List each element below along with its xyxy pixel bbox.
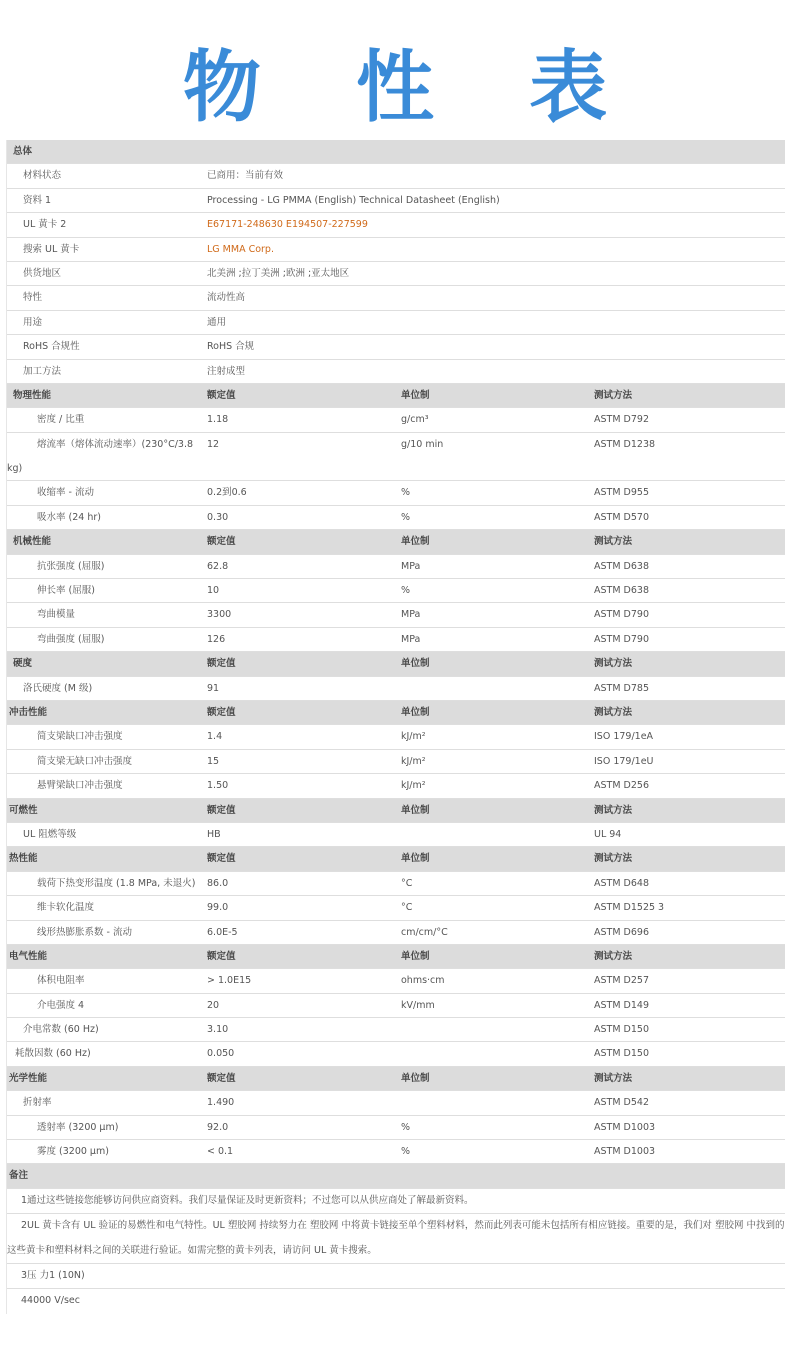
- row-method: ASTM D792: [594, 414, 649, 426]
- note-item: 1通过这些链接您能够访问供应商资料。我们尽量保证及时更新资料；不过您可以从供应商处了解最新资料。: [7, 1189, 785, 1214]
- col-header-unit: 单位制: [401, 536, 430, 548]
- row-label: 搜索 UL 黄卡: [23, 243, 80, 255]
- table-row: [7, 872, 785, 896]
- section-heading: 机械性能: [13, 536, 52, 548]
- row-label: 供货地区: [23, 267, 62, 279]
- col-header-unit: 单位制: [401, 707, 430, 718]
- note-item: 44000 V/sec: [21, 1295, 80, 1307]
- row-method: ASTM D150: [594, 1048, 649, 1060]
- row-unit: kJ/m²: [401, 731, 426, 743]
- row-label: 资料 1: [23, 194, 52, 206]
- row-unit: kV/mm: [401, 999, 435, 1011]
- row-label: 材料状态: [23, 170, 62, 182]
- row-label: 雾度 (3200 µm): [37, 1146, 109, 1158]
- table-row: [7, 189, 785, 213]
- section-header-optical: [7, 1067, 785, 1091]
- row-label: UL 阻燃等级: [23, 828, 77, 840]
- row-value: 3300: [207, 609, 232, 621]
- col-header-method: 测试方法: [594, 950, 633, 962]
- row-method: ASTM D570: [594, 511, 649, 523]
- row-value: 1.490: [207, 1097, 235, 1109]
- table-row: [7, 433, 785, 482]
- col-header-method: 测试方法: [594, 658, 633, 670]
- datasheet-table: [6, 140, 785, 1314]
- table-row: [7, 213, 785, 237]
- col-header-unit: 单位制: [401, 853, 430, 865]
- table-row: [7, 774, 785, 798]
- section-heading: 冲击性能: [9, 707, 48, 718]
- table-row: [7, 1140, 785, 1164]
- row-label: 简支梁缺口冲击强度: [37, 731, 123, 743]
- col-header-unit: 单位制: [401, 1072, 430, 1084]
- row-value: RoHS 合规: [207, 341, 255, 353]
- table-row: [7, 262, 785, 286]
- row-method: ASTM D257: [594, 975, 649, 987]
- table-row: [7, 994, 785, 1018]
- row-method: ASTM D1238: [594, 438, 656, 450]
- row-method: ASTM D790: [594, 633, 649, 645]
- col-header-value: 额定值: [207, 1072, 236, 1084]
- table-row: [7, 969, 785, 993]
- section-heading: 备注: [9, 1170, 29, 1182]
- row-value: < 0.1: [207, 1146, 234, 1158]
- row-unit: kJ/m²: [401, 780, 426, 792]
- section-header-notes: [7, 1164, 785, 1188]
- table-row: [7, 603, 785, 627]
- row-label: 介电常数 (60 Hz): [23, 1024, 99, 1036]
- section-heading: 总体: [13, 146, 33, 157]
- row-value: 15: [207, 755, 220, 767]
- row-value: 通用: [207, 316, 227, 328]
- col-header-value: 额定值: [207, 389, 236, 401]
- note-item: 2UL 黄卡含有 UL 验证的易燃性和电气特性。UL 塑胶网 持续努力在 塑胶网 中将黄卡链接至单个塑料材料，然而此列表可能未包括所有相应链接。重要的是，我们对 塑胶网 中找到的这些黄卡和塑料材料之间的关联进行验证。如需完整的黄卡列表，请访问 UL 黄卡搜索。: [7, 1214, 785, 1264]
- section-heading: 热性能: [9, 853, 38, 865]
- row-label: 伸长率 (屈服): [37, 585, 95, 597]
- row-method: ASTM D638: [594, 560, 649, 572]
- col-header-value: 额定值: [207, 658, 236, 670]
- row-label: 熔流率（熔体流动速率）(230°C/3.8 kg): [7, 438, 194, 475]
- table-row: [7, 360, 785, 384]
- row-method: ASTM D790: [594, 609, 649, 621]
- section-heading: 硬度: [13, 658, 33, 670]
- row-method: ASTM D648: [594, 877, 649, 889]
- row-label: 密度 / 比重: [37, 414, 85, 426]
- col-header-unit: 单位制: [401, 950, 430, 962]
- table-row: [7, 823, 785, 847]
- row-unit: %: [401, 511, 411, 523]
- row-value: 1.50: [207, 780, 229, 792]
- table-row: [7, 579, 785, 603]
- row-value: 3.10: [207, 1024, 229, 1036]
- row-unit: MPa: [401, 633, 421, 645]
- row-method: ASTM D256: [594, 780, 649, 792]
- row-unit: MPa: [401, 609, 421, 621]
- row-label: 弯曲强度 (屈服): [37, 633, 105, 645]
- section-header-flammability: [7, 799, 785, 823]
- row-label: 介电强度 4: [37, 999, 85, 1011]
- row-label: 简支梁无缺口冲击强度: [37, 755, 133, 767]
- col-header-unit: 单位制: [401, 389, 430, 401]
- section-header-physical: [7, 384, 785, 408]
- datasheet-link[interactable]: Processing - LG PMMA (English) Technical Datasheet (English): [207, 194, 500, 206]
- table-row: [7, 1042, 785, 1066]
- row-label: 弯曲模量: [37, 609, 76, 621]
- row-label: RoHS 合规性: [23, 341, 80, 353]
- ul-yellow-card-link[interactable]: E67171-248630 E194507-227599: [207, 219, 368, 231]
- row-value: 0.30: [207, 511, 229, 523]
- page-title: 物 性 表: [182, 43, 642, 133]
- section-header-general: [7, 140, 785, 164]
- table-row: [7, 335, 785, 359]
- row-value: 注射成型: [207, 365, 246, 377]
- row-method: ISO 179/1eA: [594, 731, 654, 743]
- row-method: ASTM D1525 3: [594, 902, 665, 914]
- row-method: UL 94: [594, 828, 622, 840]
- row-label: 维卡软化温度: [37, 902, 95, 914]
- col-header-value: 额定值: [207, 536, 236, 548]
- table-row: [7, 506, 785, 530]
- row-value: > 1.0E15: [207, 975, 252, 987]
- table-row: [7, 555, 785, 579]
- row-label: 载荷下热变形温度 (1.8 MPa, 未退火): [37, 877, 196, 889]
- row-label: 加工方法: [23, 365, 62, 377]
- section-header-mechanical: [7, 530, 785, 554]
- row-unit: MPa: [401, 560, 421, 572]
- section-header-hardness: [7, 652, 785, 676]
- table-row: [7, 725, 785, 749]
- row-unit: %: [401, 585, 411, 597]
- row-value: 62.8: [207, 560, 229, 572]
- row-label: 体积电阻率: [37, 975, 85, 987]
- row-value: 北美洲 ;拉丁美洲 ;欧洲 ;亚太地区: [207, 267, 350, 279]
- row-method: ASTM D1003: [594, 1146, 656, 1158]
- row-unit: g/cm³: [401, 414, 429, 426]
- row-label: 耗散因数 (60 Hz): [15, 1048, 91, 1060]
- row-unit: cm/cm/°C: [401, 926, 448, 938]
- col-header-value: 额定值: [207, 707, 236, 718]
- section-heading: 物理性能: [13, 389, 52, 401]
- supplier-link[interactable]: LG MMA Corp.: [207, 243, 274, 255]
- row-value: 92.0: [207, 1121, 229, 1133]
- row-label: 用途: [23, 316, 43, 328]
- table-row: [7, 164, 785, 188]
- row-value: 6.0E-5: [207, 926, 238, 938]
- row-value: 1.18: [207, 414, 229, 426]
- row-value: 99.0: [207, 902, 229, 914]
- col-header-method: 测试方法: [594, 853, 633, 865]
- row-method: ISO 179/1eU: [594, 755, 654, 767]
- section-heading: 电气性能: [9, 950, 48, 962]
- row-value: 91: [207, 682, 220, 694]
- row-value: 86.0: [207, 877, 229, 889]
- row-method: ASTM D696: [594, 926, 649, 938]
- section-header-thermal: [7, 847, 785, 871]
- row-value: 1.4: [207, 731, 223, 743]
- table-row: [7, 481, 785, 505]
- row-unit: kJ/m²: [401, 755, 426, 767]
- row-method: ASTM D1003: [594, 1121, 656, 1133]
- col-header-method: 测试方法: [594, 1072, 633, 1084]
- row-value: HB: [207, 828, 221, 840]
- row-unit: %: [401, 1146, 411, 1158]
- col-header-method: 测试方法: [594, 804, 633, 816]
- note-item: 3压 力1 (10N): [7, 1264, 785, 1289]
- row-label: 透射率 (3200 µm): [37, 1121, 119, 1133]
- row-value: 流动性高: [207, 292, 246, 304]
- row-unit: g/10 min: [401, 438, 444, 450]
- col-header-value: 额定值: [207, 804, 236, 816]
- row-unit: ohms·cm: [401, 975, 445, 987]
- table-row: [7, 896, 785, 920]
- col-header-unit: 单位制: [401, 804, 430, 816]
- col-header-unit: 单位制: [401, 658, 430, 670]
- row-unit: %: [401, 487, 411, 499]
- section-header-impact: [7, 701, 785, 725]
- row-value: 10: [207, 585, 220, 597]
- table-row: [7, 408, 785, 432]
- table-row: [7, 1018, 785, 1042]
- table-row: [7, 286, 785, 310]
- table-row: [7, 921, 785, 945]
- section-header-electrical: [7, 945, 785, 969]
- table-row: [7, 628, 785, 652]
- row-method: ASTM D955: [594, 487, 649, 499]
- row-label: 特性: [23, 292, 43, 304]
- table-row: [7, 311, 785, 335]
- row-method: ASTM D785: [594, 682, 649, 694]
- row-value: 12: [207, 438, 220, 450]
- col-header-method: 测试方法: [594, 536, 633, 548]
- table-row: [7, 1091, 785, 1115]
- section-heading: 光学性能: [9, 1072, 48, 1084]
- row-label: UL 黄卡 2: [23, 219, 67, 231]
- row-method: ASTM D542: [594, 1097, 649, 1109]
- row-label: 收缩率 - 流动: [37, 487, 94, 499]
- row-label: 吸水率 (24 hr): [37, 511, 101, 523]
- row-method: ASTM D149: [594, 999, 649, 1011]
- row-value: 0.2到0.6: [207, 487, 247, 499]
- row-unit: °C: [401, 902, 413, 914]
- row-value: 126: [207, 633, 226, 645]
- row-method: ASTM D638: [594, 585, 649, 597]
- col-header-method: 测试方法: [594, 707, 633, 718]
- table-row: [7, 238, 785, 262]
- col-header-value: 额定值: [207, 853, 236, 865]
- table-row: [7, 677, 785, 701]
- table-row: [7, 1116, 785, 1140]
- col-header-value: 额定值: [207, 950, 236, 962]
- row-unit: °C: [401, 877, 413, 889]
- row-label: 抗张强度 (屈服): [37, 560, 105, 572]
- row-value: 已商用：当前有效: [207, 170, 284, 182]
- row-unit: %: [401, 1121, 411, 1133]
- row-label: 线形热膨胀系数 - 流动: [37, 926, 132, 938]
- col-header-method: 测试方法: [594, 389, 633, 401]
- row-method: ASTM D150: [594, 1024, 649, 1036]
- row-value: 20: [207, 999, 220, 1011]
- section-heading: 可燃性: [9, 804, 38, 816]
- table-row: [7, 750, 785, 774]
- row-label: 悬臂梁缺口冲击强度: [37, 780, 123, 792]
- row-label: 折射率: [23, 1097, 52, 1109]
- row-label: 洛氏硬度 (M 级): [23, 682, 93, 694]
- row-value: 0.050: [207, 1048, 235, 1060]
